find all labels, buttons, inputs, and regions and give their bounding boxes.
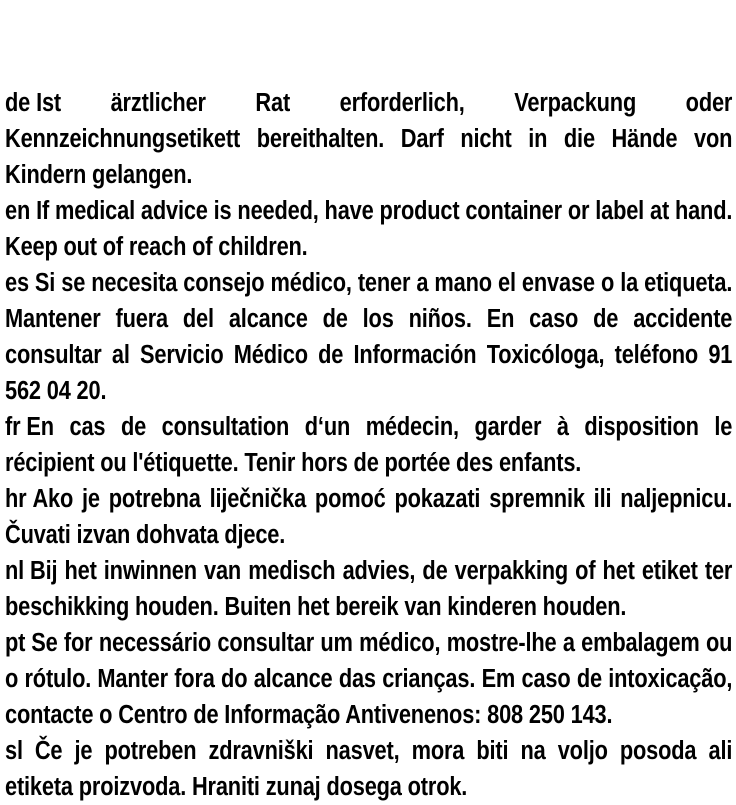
language-code-sl: sl [5,737,23,765]
language-block-nl [5,553,732,625]
language-block-de [5,85,732,193]
language-block-es [5,265,732,409]
language-code-en: en [5,197,31,225]
language-block-sl [5,733,732,805]
language-block-pt [5,625,732,733]
language-code-fr: fr [5,413,21,441]
language-code-de: de [5,89,31,117]
language-text-nl: Bij het inwinnen van medisch advies, de verpakking of het etiket ter beschikking houden. Buiten het bereik van kinderen houden. [5,557,733,621]
language-block-en [5,193,732,265]
language-text-es: Si se necesita consejo médico, tener a mano el envase o la etiqueta. Mantener fuera del alcance de los niños. En caso de accidente consultar al Servicio Médico de Información Toxicóloga, teléfono 91 562 04 20. [5,269,733,405]
language-code-es: es [5,269,29,297]
language-text-hr: Ako je potrebna liječnička pomoć pokazati spremnik ili naljepnicu. Čuvati izvan dohvata djece. [5,485,733,549]
language-text-pt: Se for necessário consultar um médico, mostre-lhe a embalagem ou o rótulo. Manter fora do alcance das crianças. Em caso de intoxicação, contacte o Centro de Informação Antivenenos: 808 250 143. [5,629,733,729]
language-block-hr [5,481,732,553]
language-text-de: Ist ärztlicher Rat erforderlich, Verpackung oder Kennzeichnungsetikett bereithalten. Darf nicht in die Hände von Kindern gelangen. [5,89,733,189]
language-code-nl: nl [5,557,25,585]
language-code-pt: pt [5,629,26,657]
language-text-en: If medical advice is needed, have product container or label at hand. Keep out of reach of children. [5,197,733,261]
language-code-hr: hr [5,485,27,513]
language-text-sl: Če je potreben zdravniški nasvet, mora biti na voljo posoda ali etiketa proizvoda. Hraniti zunaj dosega otrok. [5,737,733,801]
language-text-fr: En cas de consultation d‘un médecin, garder à disposition le récipient ou l'étiquette. Tenir hors de portée des enfants. [5,413,733,477]
language-block-fr [5,409,732,481]
